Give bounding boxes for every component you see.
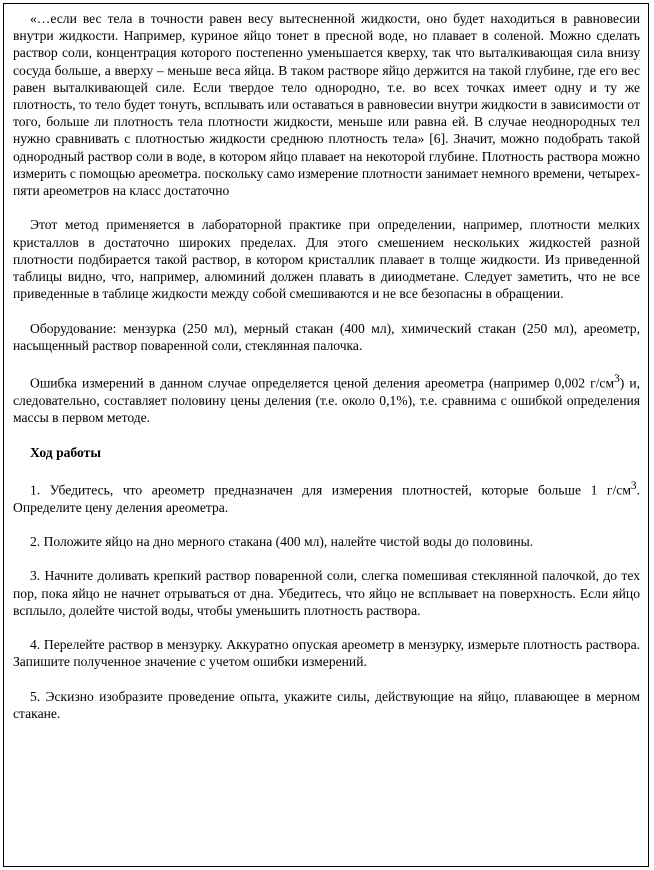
step-4: 4. Перелейте раствор в мензурку. Аккуратно опуская ареометр в мензурку, измерьте плотность раствора. Запишите полученное значение с учетом ошибки измерений. (13, 637, 640, 670)
paragraph-method: Этот метод применяется в лабораторной практике при определении, например, плотности мелких кристаллов в достаточно широких пределах. Для этого смешением нескольких жидкостей разной плотности подбирается такой раствор, в котором кристаллик плавает в толще жидкости. Из приведенной таблицы видно, что, например, алюминий должен плавать в дииодметане. Следует заметить, что не все приведенные в таблице жидкости между собой смешиваются и не все безопасны в обращении. (13, 217, 640, 302)
paragraph-quote: «…если вес тела в точности равен весу вытесненной жидкости, оно будет находиться в равновесии внутри жидкости. Например, куриное яйцо тонет в пресной воде, но плавает в соленой. Можно сделать раствор соли, концентрация которого постепенно уменьшается кверху, так что выталкивающая сила внизу сосуда больше, а вверху – меньше веса яйца. В таком растворе яйцо держится на такой глубине, где его вес равен выталкивающей силе. Если твердое тело однородно, т.е. во всех точках имеет одну и ту же плотность, то тело будет тонуть, всплывать или оставаться в равновесии внутри жидкости в зависимости от того, больше ли плотность тела плотности жидкости, меньше или равна ей. В случае неоднородных тел нужно сравнивать с плотностью жидкости среднюю плотность тела» [6]. Значит, можно подобрать такой однородный раствор соли в воде, в котором яйцо плавает на некоторой глубине. Плотность раствора можно измерить с помощью ареометра. поскольку само измерение плотности занимает немного времени, четырех-пяти ареометров на класс достаточно (13, 11, 640, 199)
superscript: 3 (630, 479, 637, 492)
step-1-text-start: 1. Убедитесь, что ареометр предназначен для измерения плотностей, которые больше 1 г/см (30, 482, 631, 498)
step-1 (13, 478, 640, 516)
section-heading: Ход работы (30, 444, 101, 460)
superscript: 3 (614, 373, 620, 386)
document-body (13, 10, 640, 722)
paragraph-equipment: Оборудование: мензурка (250 мл), мерный стакан (400 мл), химический стакан (250 мл), ареометр, насыщенный раствор поваренной соли, стеклянная палочка. (13, 320, 640, 353)
step-2: 2. Положите яйцо на дно мерного стакана (400 мл), налейте чистой воды до половины. (30, 534, 534, 550)
paragraph-error (13, 371, 640, 426)
error-text-end: ) и, следовательно, составляет половину цены деления (т.е. около 0,1%), т.е. сравнима с ошибкой определения массы в первом методе. (13, 375, 640, 426)
step-3: 3. Начните доливать крепкий раствор поваренной соли, слегка помешивая стеклянной палочкой, до тех пор, пока яйцо не начнет отрываться от дна. Убедитесь, что яйцо не всплывает на поверхность. Если яйцо всплыло, долейте чистой воды, чтобы уменьшить плотность раствора. (13, 568, 640, 618)
step-5: 5. Эскизно изобразите проведение опыта, укажите силы, действующие на яйцо, плавающее в мерном стакане. (13, 688, 640, 722)
step-1-text-end: . Определите цену деления ареометра. (13, 482, 640, 515)
error-text-start: Ошибка измерений в данном случае определяется ценой деления ареометра (например 0,002 г/см (30, 375, 615, 391)
